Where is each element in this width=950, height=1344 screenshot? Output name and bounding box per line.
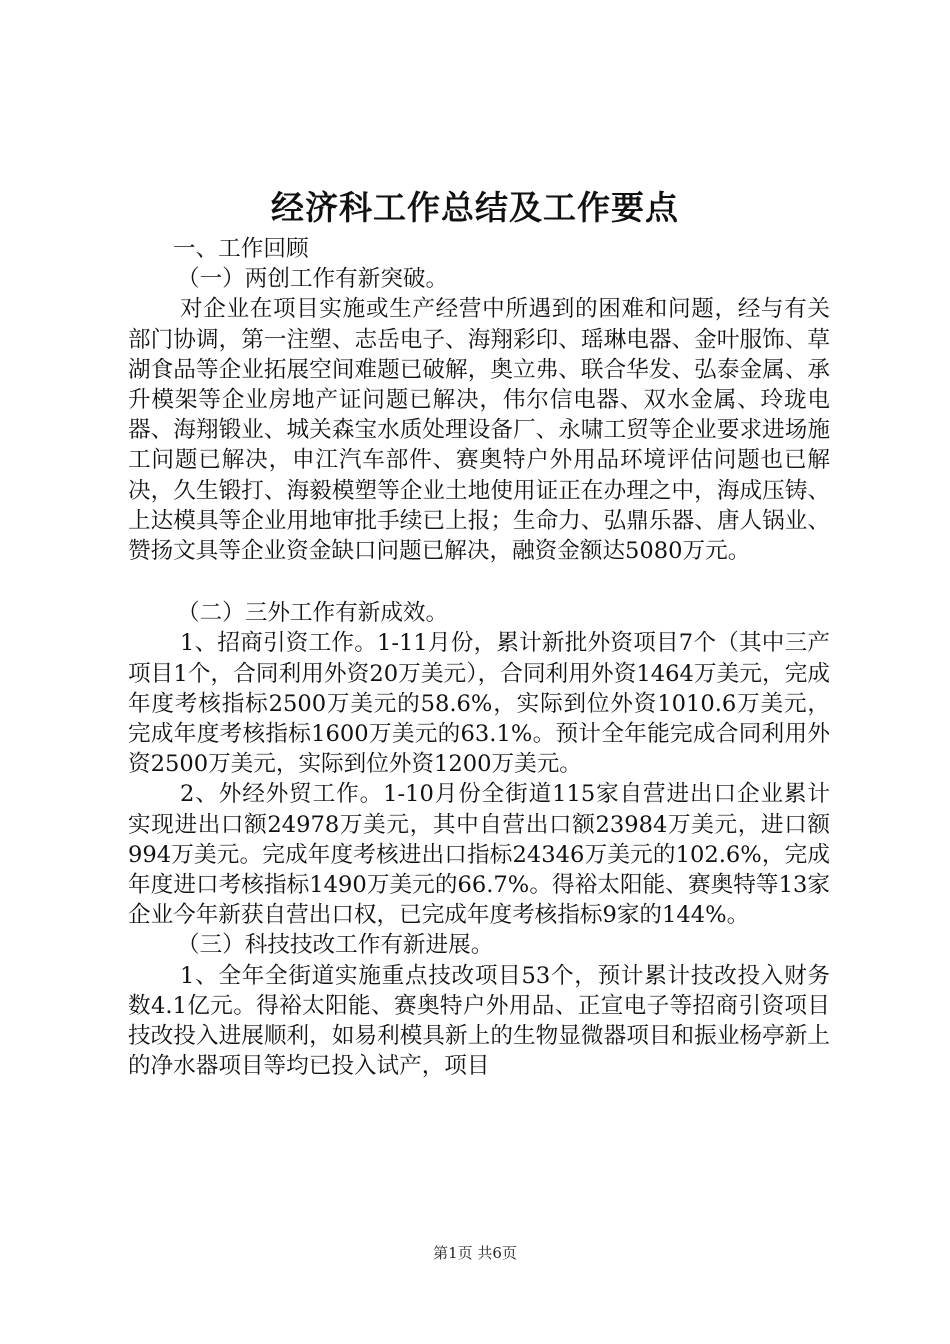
subsection-heading-1: （一）两创工作有新突破。 (177, 266, 449, 293)
paragraph-enterprise-issues: 对企业在项目实施或生产经营中所遇到的困难和问题，经与有关部门协调，第一注塑、志岳电子、海翔彩印、瑶琳电器、金叶服饰、草湖食品等企业拓展空间难题已破解，奥立弗、联合华发、弘泰金属、承升模架等企业房地产证问题已解决，伟尔信电器、双水金属、玲珑电器、海翔锻业、城关森宝水质处理设备厂、永啸工贸等企业要求进场施工问题已解决，申江汽车部件、赛奥特户外用品环境评估问题也已解决，久生锻打、海毅模塑等企业土地使用证正在办理之中，海成压铸、上达模具等企业用地审批手续已上报；生命力、弘鼎乐器、唐人锅业、赞扬文具等企业资金缺口问题已解决，融资金额达5080万元。 (128, 296, 830, 565)
subsection-heading-2: （二）三外工作有新成效。 (177, 600, 449, 627)
section-heading-review: 一、工作回顾 (173, 236, 309, 262)
paragraph-gap (128, 566, 830, 598)
page-footer: 第1页 共6页 (433, 1244, 517, 1262)
subsection-heading-3: （三）科技技改工作有新进展。 (177, 932, 494, 959)
document-body (128, 234, 830, 1081)
paragraph-investment: 1、招商引资工作。1-11月份，累计新批外资项目7个（其中三产项目1个，合同利用外资20万美元），合同利用外资1464万美元，完成年度考核指标2500万美元的58.6%，实际到位外资1010.6万美元，完成年度考核指标1600万美元的63.1%。预计全年能完成合同利用外资2500万美元，实际到位外资1200万美元。 (128, 630, 830, 778)
document-title: 经济科工作总结及工作要点 (271, 188, 679, 227)
paragraph-tech-upgrade: 1、全年全街道实施重点技改项目53个，预计累计技改投入财务数4.1亿元。得裕太阳能、赛奥特户外用品、正宣电子等招商引资项目技改投入进展顺利，如易利模具新上的生物显微器项目和振业杨亭新上的净水器项目等均已投入试产，项目 (128, 962, 830, 1080)
paragraph-foreign-trade: 2、外经外贸工作。1-10月份全街道115家自营进出口企业累计实现进出口额24978万美元，其中自营出口额23984万美元，进口额994万美元。完成年度考核进出口指标24346万美元的102.6%，完成年度进口考核指标1490万美元的66.7%。得裕太阳能、赛奥特等13家企业今年新获自营出口权，已完成年度考核指标9家的144%。 (128, 781, 830, 929)
